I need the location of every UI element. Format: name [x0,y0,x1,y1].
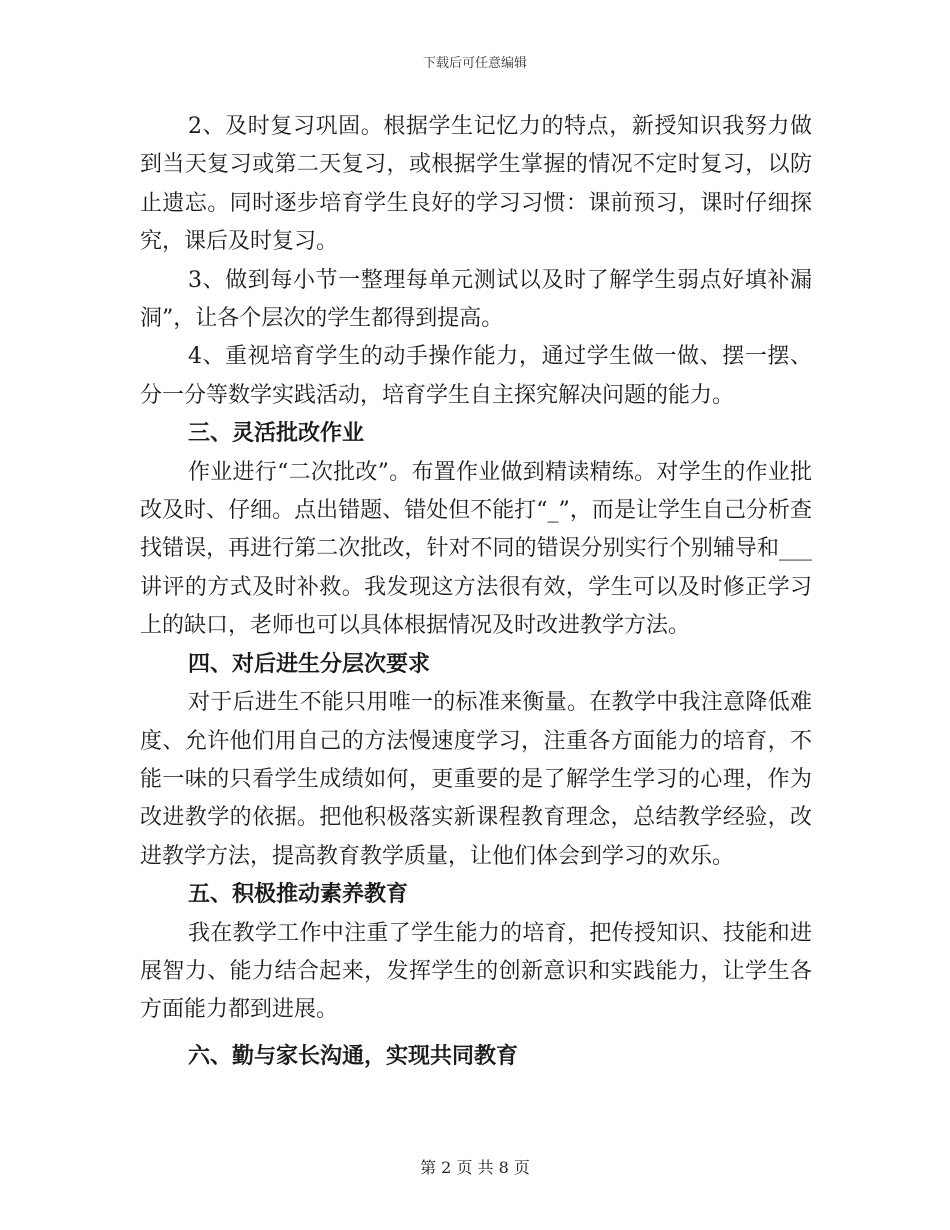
section-heading-homework: 三、灵活批改作业 [188,421,365,447]
paragraph-review: 2、及时复习巩固。根据学生记忆力的特点，新授知识我努力做到当天复习或第二天复习，或根据学生掌握的情况不定时复习，以防止遗忘。同时逐步培育学生良好的学习习惯：课前预习，课时仔细探究，课后及时复习。 [140,114,812,255]
section-heading-quality-education: 五、积极推动素养教育 [188,882,409,908]
page-number: 第 2 页 共 8 页 [420,1158,530,1177]
paragraph-struggling-students: 对于后进生不能只用唯一的标准来衡量。在教学中我注意降低难度、允许他们用自己的方法慢速度学习，注重各方面能力的培育，不能一味的只看学生成绩如何，更重要的是了解学生学习的心理，作为改进教学的依据。把他积极落实新课程教育理念，总结教学经验，改进教学方法，提高教育教学质量，让他们体会到学习的欢乐。 [140,690,812,869]
page-header: 下载后可任意编辑 [422,56,527,71]
paragraph-quality-education: 我在教学工作中注重了学生能力的培育，把传授知识、技能和进展智力、能力结合起来，发挥学生的创新意识和实践能力，让学生各方面能力都到进展。 [140,920,812,1023]
paragraph-homework: 作业进行“二次批改”。布置作业做到精读精练。对学生的作业批改及时、仔细。点出错题、错处但不能打“_”，而是让学生自己分析查找错误，再进行第二次批改，针对不同的错误分别实行个别辅导和___讲评的方式及时补救。我发现这方法很有效，学生可以及时修正学习上的缺口，老师也可以具体根据情况及时改进教学方法。 [140,459,812,639]
document-body [140,108,812,1076]
section-heading-struggling-students: 四、对后进生分层次要求 [188,651,431,677]
section-heading-parent-communication: 六、勤与家长沟通，实现共同教育 [188,1043,519,1069]
paragraph-hands-on: 4、重视培育学生的动手操作能力，通过学生做一做、摆一摆、分一分等数学实践活动，培育学生自主探究解决问题的能力。 [140,344,812,408]
paragraph-testing: 3、做到每小节一整理每单元测试以及时了解学生弱点好填补漏洞”，让各个层次的学生都得到提高。 [140,267,812,332]
